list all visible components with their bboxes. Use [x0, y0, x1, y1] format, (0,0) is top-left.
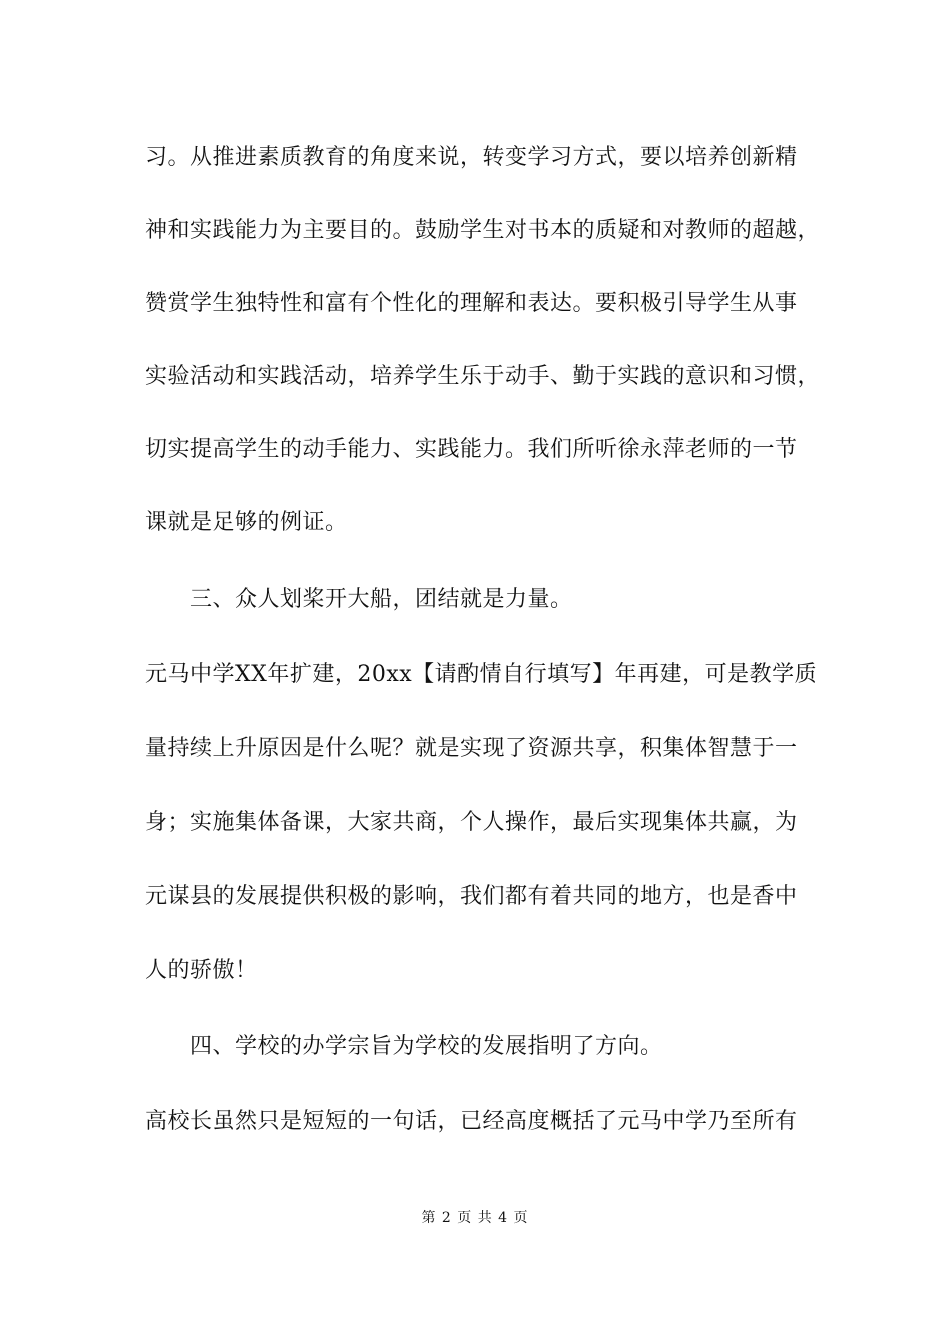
paragraph-line: 人的骄傲！: [145, 958, 258, 983]
paragraph-line: 课就是足够的例证。: [145, 510, 348, 535]
paragraph-line: 元马中学XX年扩建，20xx【请酌情自行填写】年再建，可是教学质: [145, 662, 818, 687]
paragraph-line: 高校长虽然只是短短的一句话，已经高度概括了元马中学乃至所有: [145, 1109, 798, 1134]
paragraph-line: 习。从推进素质教育的角度来说，转变学习方式，要以培养创新精: [145, 145, 798, 170]
paragraph-line: 切实提高学生的动手能力、实践能力。我们所听徐永萍老师的一节: [145, 437, 798, 462]
paragraph-line: 身；实施集体备课，大家共商，个人操作，最后实现集体共赢，为: [145, 810, 798, 835]
page-number-footer: 第 2 页 共 4 页: [421, 1210, 529, 1226]
paragraph-line: 元谋县的发展提供积极的影响，我们都有着共同的地方，也是香中: [145, 884, 798, 909]
section-heading: 三、众人划桨开大船，团结就是力量。: [190, 587, 573, 612]
paragraph-line: 神和实践能力为主要目的。鼓励学生对书本的质疑和对教师的超越，: [145, 218, 821, 243]
section-heading: 四、学校的办学宗旨为学校的发展指明了方向。: [190, 1034, 663, 1059]
paragraph-line: 实验活动和实践活动，培养学生乐于动手、勤于实践的意识和习惯，: [145, 364, 821, 389]
paragraph-line: 赞赏学生独特性和富有个性化的理解和表达。要积极引导学生从事: [145, 291, 798, 316]
paragraph-line: 量持续上升原因是什么呢？就是实现了资源共享，积集体智慧于一: [145, 736, 798, 761]
